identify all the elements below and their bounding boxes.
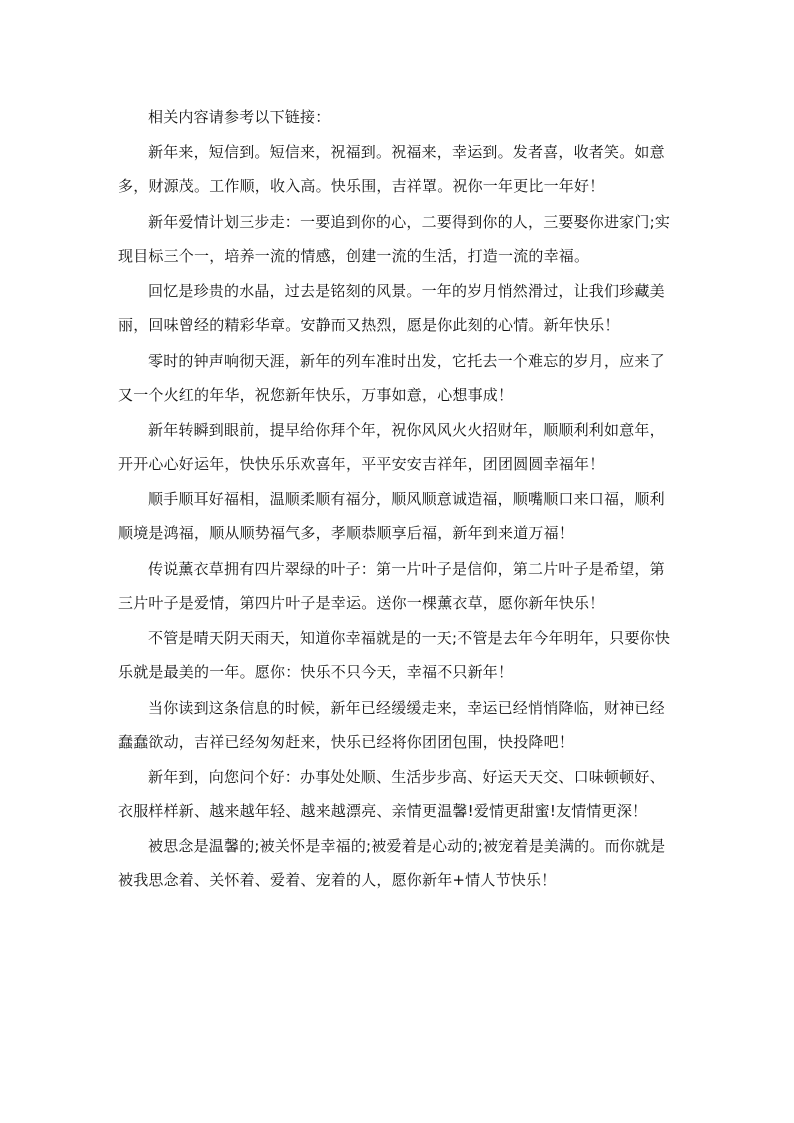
paragraph-4: 零时的钟声响彻天涯，新年的列车准时出发，它托去一个难忘的岁月，应来了又一个火红的年华，祝您新年快乐，万事如意，心想事成！ [118, 351, 665, 404]
paragraph-8: 不管是晴天阴天雨天，知道你幸福就是的一天;不管是去年今年明年，只要你快乐就是最美的一年。愿你：快乐不只今天，幸福不只新年！ [118, 629, 671, 682]
document-body [118, 100, 674, 899]
paragraph-11: 被思念是温馨的;被关怀是幸福的;被爱着是心动的;被宠着是美满的。而你就是被我思念着、关怀着、爱着、宠着的人，愿你新年+情人节快乐！ [118, 837, 666, 890]
paragraph-9: 当你读到这条信息的时候，新年已经缓缓走来，幸运已经悄悄降临，财神已经蠢蠢欲动，吉祥已经匆匆赶来，快乐已经将你团团包围，快投降吧！ [118, 698, 665, 751]
paragraph-5: 新年转瞬到眼前，提早给你拜个年，祝你风风火火招财年，顺顺利利如意年，开开心心好运年，快快乐乐欢喜年，平平安安吉祥年，团团圆圆幸福年！ [118, 420, 665, 473]
paragraph-1: 新年来，短信到。短信来，祝福到。祝福来，幸运到。发者喜，收者笑。如意多，财源茂。工作顺，收入高。快乐围，吉祥罩。祝你一年更比一年好！ [118, 143, 665, 196]
paragraph-3: 回忆是珍贵的水晶，过去是铭刻的风景。一年的岁月悄然滑过，让我们珍藏美丽，回味曾经的精彩华章。安静而又热烈，愿是你此刻的心情。新年快乐！ [118, 282, 665, 335]
paragraph-2: 新年爱情计划三步走：一要追到你的心，二要得到你的人，三要娶你进家门;实现目标三个一，培养一流的情感，创建一流的生活，打造一流的幸福。 [118, 212, 671, 265]
paragraph-7: 传说薰衣草拥有四片翠绿的叶子：第一片叶子是信仰，第二片叶子是希望，第三片叶子是爱情，第四片叶子是幸运。送你一棵薰衣草，愿你新年快乐！ [118, 559, 665, 612]
paragraph-6: 顺手顺耳好福相，温顺柔顺有福分，顺风顺意诚造福，顺嘴顺口来口福，顺利顺境是鸿福，顺从顺势福气多，孝顺恭顺享后福，新年到来道万福！ [118, 490, 665, 543]
paragraph-10: 新年到，向您问个好：办事处处顺、生活步步高、好运天天交、口味顿顿好、衣服样样新、越来越年轻、越来越漂亮、亲情更温馨!爱情更甜蜜!友情情更深！ [118, 767, 665, 820]
reference-link-intro: 相关内容请参考以下链接： [148, 108, 331, 126]
